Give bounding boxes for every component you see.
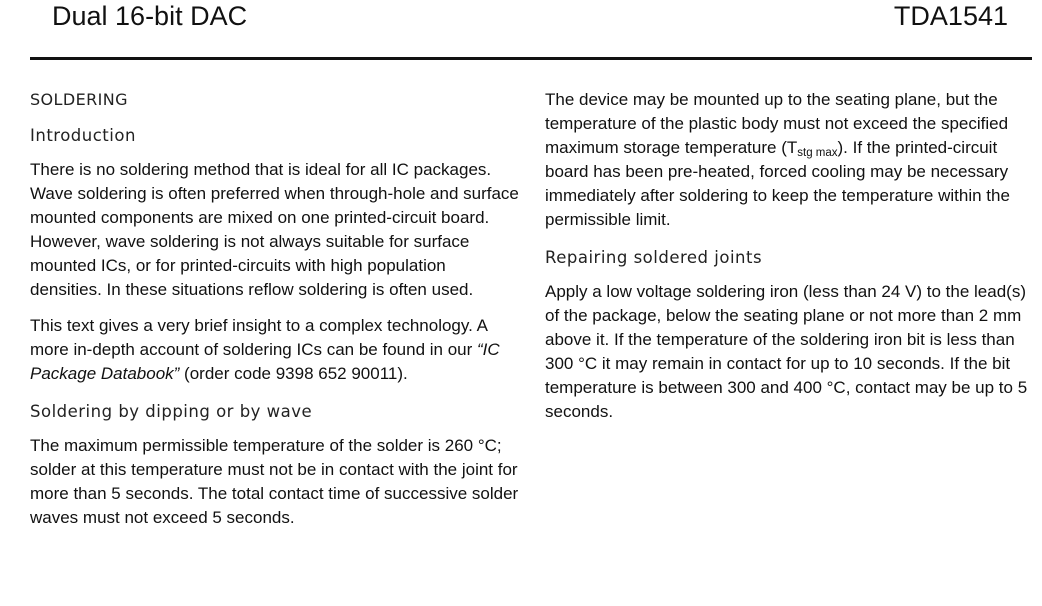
mounting-paragraph <box>545 88 1037 232</box>
right-column <box>545 88 1037 436</box>
left-column <box>30 88 522 542</box>
heading-dipping-wave: Soldering by dipping or by wave <box>30 402 313 421</box>
tstg-subscript: stg max <box>797 147 838 159</box>
mounting-paragraph-start: The device may be mounted up to the seating plane, but the temperature of the plastic body must not exceed the specified maximum storage temperature (T <box>545 90 1009 157</box>
intro-paragraph-2-start: This text gives a very brief insight to a complex technology. A more in-depth account of soldering ICs can be found in our <box>30 316 488 359</box>
intro-paragraph-2 <box>30 314 522 386</box>
mounting-paragraph-end: ). If the printed-circuit board has been pre-heated, forced cooling may be necessary immediately after soldering to keep the temperature within the permissible limit. <box>545 138 1010 229</box>
databook-reference: “IC Package Databook” <box>30 340 500 383</box>
dip-paragraph: The maximum permissible temperature of the solder is 260 °C; solder at this temperature must not be in contact with the joint for more than 5 seconds. The total contact time of successive solder waves must not exceed 5 seconds. <box>30 436 519 527</box>
heading-repairing-joints: Repairing soldered joints <box>545 248 763 267</box>
header-divider <box>30 57 1032 60</box>
document-title: Dual 16-bit DAC <box>52 1 248 31</box>
intro-paragraph-2-end: (order code 9398 652 90011). <box>179 364 408 383</box>
intro-paragraph-1: There is no soldering method that is ideal for all IC packages. Wave soldering is often preferred when through-hole and surface mounted components are mixed on one printed-circuit board. However, wave soldering is not always suitable for surface mounted ICs, or for printed-circuits with high population densities. In these situations reflow soldering is often used. <box>30 160 519 299</box>
heading-introduction: Introduction <box>30 126 136 145</box>
section-title-soldering: SOLDERING <box>30 90 128 109</box>
repair-paragraph: Apply a low voltage soldering iron (less than 24 V) to the lead(s) of the package, below the seating plane or not more than 2 mm above it. If the temperature of the soldering iron bit is less than 300 °C it may remain in contact for up to 10 seconds. If the bit temperature is between 300 and 400 °C, contact may be up to 5 seconds. <box>545 282 1028 421</box>
part-number: TDA1541 <box>893 1 1008 31</box>
